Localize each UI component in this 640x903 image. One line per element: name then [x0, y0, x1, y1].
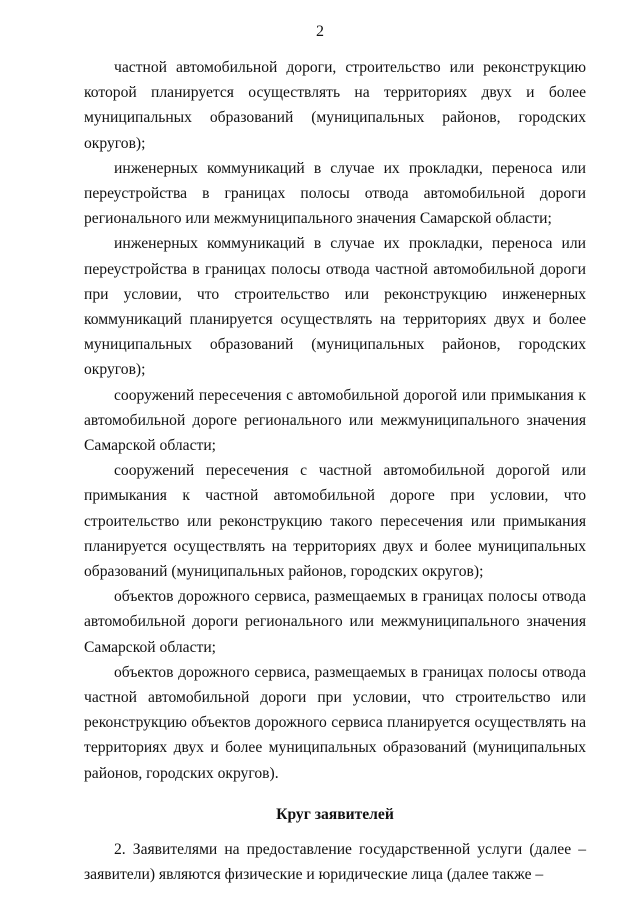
- paragraph-engineering-regional: инженерных коммуникаций в случае их прокладки, переноса или переустройства в границах полосы отвода автомобильной дороги регионального или межмуниципального значения Самарской области;: [84, 159, 586, 228]
- page-number: 2: [316, 23, 324, 40]
- document-body: [84, 55, 586, 888]
- paragraph-applicants: 2. Заявителями на предоставление государственной услуги (далее – заявители) являются физические и юридические лица (далее также –: [84, 841, 586, 884]
- paragraph-crossing-private: сооружений пересечения с частной автомобильной дорогой или примыкания к частной автомобильной дороге при условии, что строительство или реконструкцию такого пересечения или примыкания планируется осуществлять на территориях двух и более муниципальных образований (муниципальных районов, городских округов);: [84, 462, 586, 581]
- paragraph-service-private: объектов дорожного сервиса, размещаемых в границах полосы отвода частной автомобильной дороги при условии, что строительство или реконструкцию объектов дорожного сервиса планируется осуществлять на территориях двух и более муниципальных образований (муниципальных районов, городских округов).: [84, 663, 586, 782]
- section-heading: Круг заявителей: [276, 805, 394, 823]
- paragraph-private-road: частной автомобильной дороги, строительство или реконструкцию которой планируется осуществлять на территориях двух и более муниципальных образований (муниципальных районов, городских округов);: [84, 59, 586, 152]
- paragraph-service-regional: объектов дорожного сервиса, размещаемых в границах полосы отвода автомобильной дороги регионального или межмуниципального значения Самарской области;: [84, 588, 586, 656]
- paragraph-crossing-regional: сооружений пересечения с автомобильной дорогой или примыкания к автомобильной дороге регионального или межмуниципального значения Самарской области;: [84, 386, 586, 455]
- paragraph-engineering-private: инженерных коммуникаций в случае их прокладки, переноса или переустройства в границах полосы отвода частной автомобильной дороги при условии, что строительство или реконструкцию инженерных коммуникаций планируется осуществлять на территориях двух и более муниципальных образований (муниципальных районов, городских округов);: [84, 235, 586, 379]
